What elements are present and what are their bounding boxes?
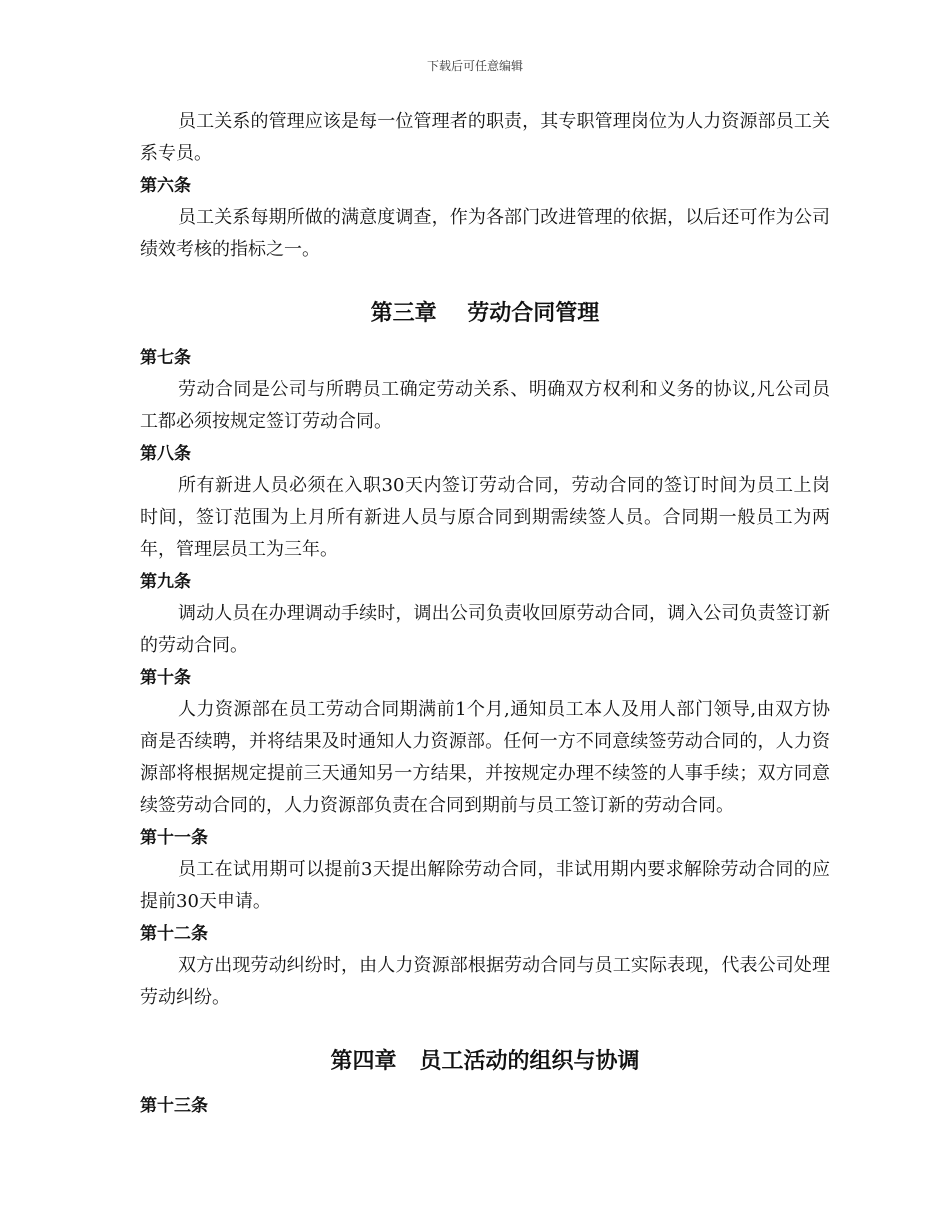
paragraph: 劳动合同是公司与所聘员工确定劳动关系、明确双方权利和义务的协议,凡公司员工都必须按规定签订劳动合同。 — [140, 379, 830, 432]
paragraph: 员工关系每期所做的满意度调查，作为各部门改进管理的依据，以后还可作为公司绩效考核的指标之一。 — [140, 207, 830, 260]
paragraph: 双方出现劳动纠纷时，由人力资源部根据劳动合同与员工实际表现，代表公司处理劳动纠纷。 — [140, 955, 830, 1008]
article-heading: 第十条 — [140, 668, 191, 688]
paragraph: 人力资源部在员工劳动合同期满前1个月,通知员工本人及用人部门领导,由双方协商是否续聘，并将结果及时通知人力资源部。任何一方不同意续签劳动合同的，人力资源部将根据规定提前三天通知另一方结果，并按规定办理不续签的人事手续；双方同意续签劳动合同的，人力资源部负责在合同到期前与员工签订新的劳动合同。 — [140, 699, 830, 816]
chapter-title: 第四章 员工活动的组织与协调 — [330, 1049, 640, 1074]
article-heading: 第九条 — [140, 572, 191, 592]
paragraph: 调动人员在办理调动手续时，调出公司负责收回原劳动合同，调入公司负责签订新的劳动合同。 — [140, 603, 830, 656]
paragraph: 员工在试用期可以提前3天提出解除劳动合同，非试用期内要求解除劳动合同的应提前30天申请。 — [140, 859, 830, 912]
paragraph: 员工关系的管理应该是每一位管理者的职责，其专职管理岗位为人力资源部员工关系专员。 — [140, 111, 830, 164]
article-heading: 第十三条 — [140, 1096, 208, 1116]
article-heading: 第十二条 — [140, 924, 208, 944]
document-body — [140, 106, 830, 1122]
article-heading: 第八条 — [140, 444, 191, 464]
article-heading: 第六条 — [140, 176, 191, 196]
chapter-title: 第三章 劳动合同管理 — [370, 301, 600, 326]
article-heading: 第七条 — [140, 348, 191, 368]
page-header: 下载后可任意编辑 — [426, 59, 523, 73]
article-heading: 第十一条 — [140, 828, 208, 848]
paragraph: 所有新进人员必须在入职30天内签订劳动合同，劳动合同的签订时间为员工上岗时间，签订范围为上月所有新进人员与原合同到期需续签人员。合同期一般员工为两年，管理层员工为三年。 — [140, 475, 830, 560]
